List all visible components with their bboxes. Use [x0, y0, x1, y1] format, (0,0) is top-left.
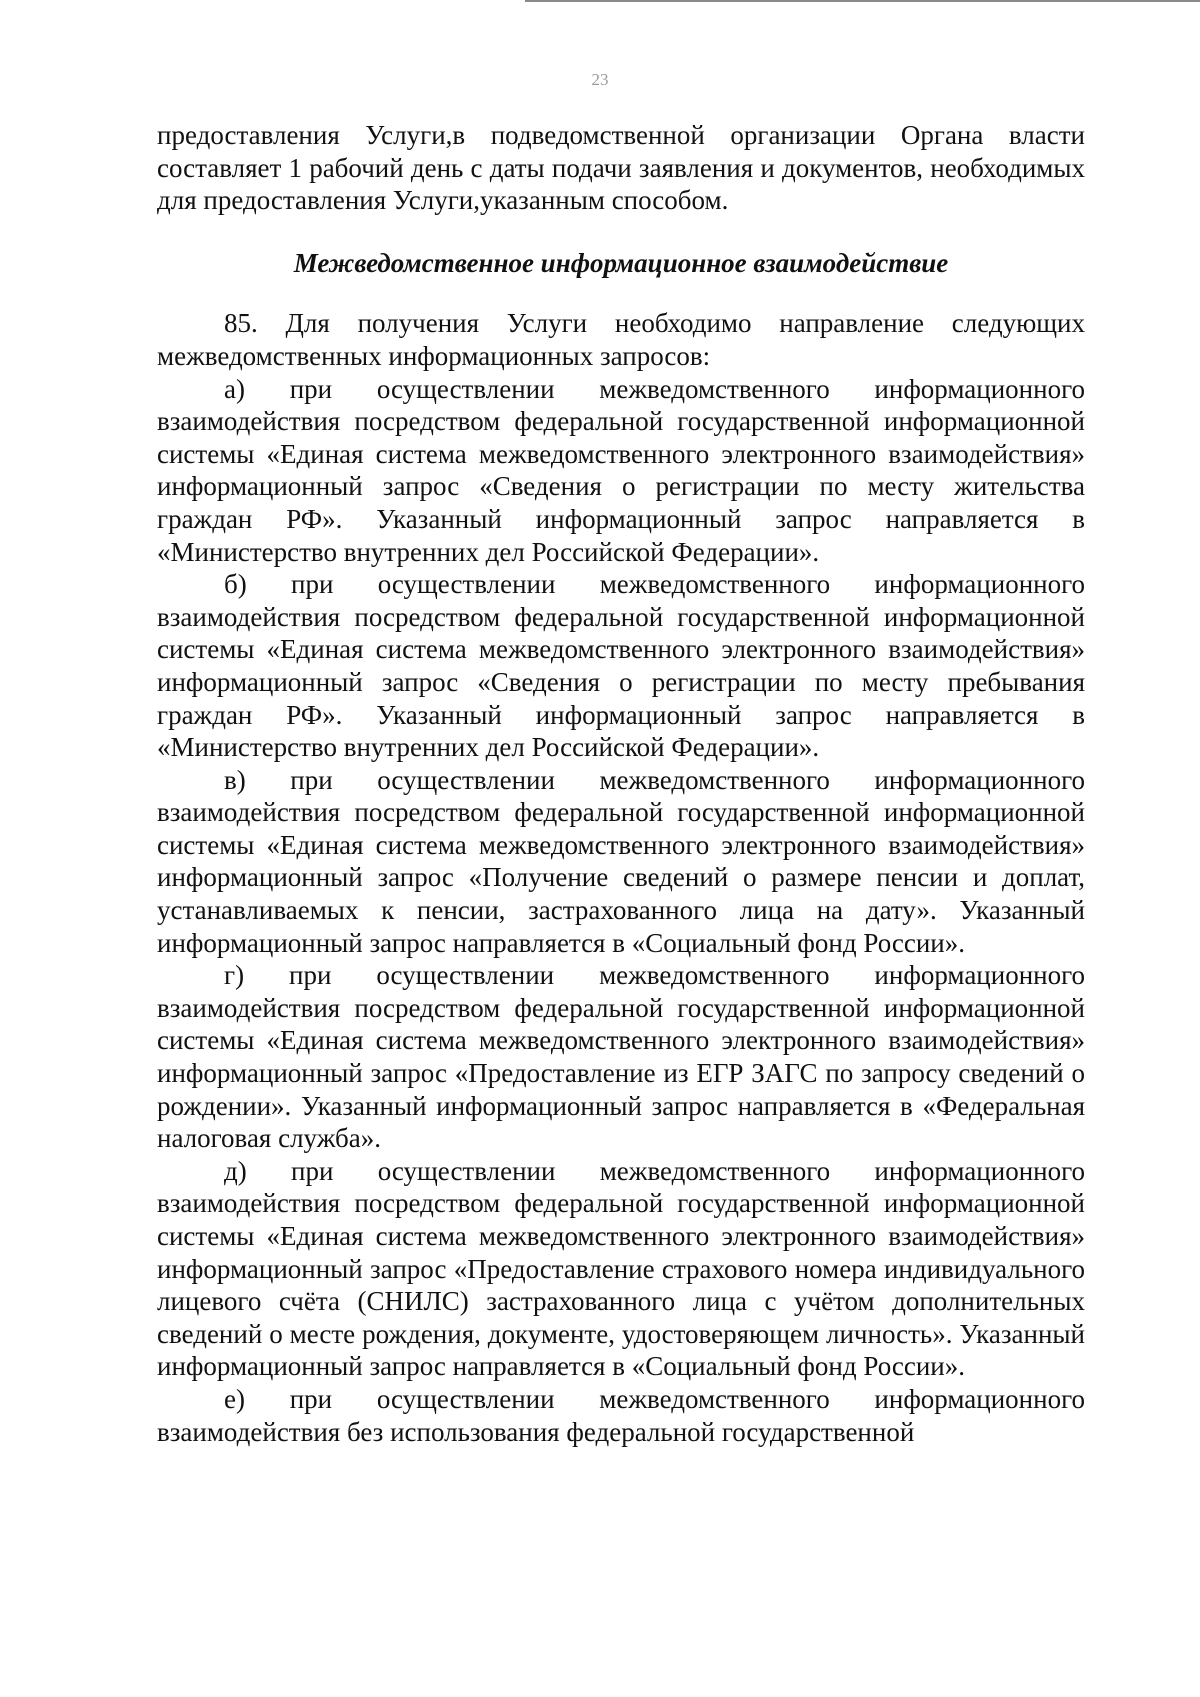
list-item-g: г) при осуществлении межведомственного информационного взаимодействия посредством федеральной государственной информационной системы «Единая система межведомственного электронного взаимодействия» информационный запрос «Предоставление из ЕГР ЗАГС по запросу сведений о рождении». Указанный информационный запрос направляется в «Федеральная налоговая служба». [157, 960, 1085, 1154]
page-number: 23 [591, 70, 609, 89]
list-item-v: в) при осуществлении межведомственного информационного взаимодействия посредством федеральной государственной информационной системы «Единая система межведомственного электронного взаимодействия» информационный запрос «Получение сведений о размере пенсии и доплат, устанавливаемых к пенсии, застрахованного лица на дату». Указанный информационный запрос направляется в «Социальный фонд России». [157, 764, 1085, 958]
scan-edge-line [525, 0, 1200, 2]
intro-paragraph: предоставления Услуги,в подведомственной организации Органа власти составляет 1 рабочий день с даты подачи заявления и документов, необходимых для предоставления Услуги,указанным способом. [157, 120, 1085, 216]
list-item-d: д) при осуществлении межведомственного информационного взаимодействия посредством федеральной государственной информационной системы «Единая система межведомственного электронного взаимодействия» информационный запрос «Предоставление страхового номера индивидуального лицевого счёта (СНИЛС) застрахованного лица с учётом дополнительных сведений о месте рождения, документе, удостоверяющем личность». Указанный информационный запрос направляется в «Социальный фонд России». [157, 1155, 1085, 1382]
document-body [157, 119, 1085, 1448]
list-item-a: а) при осуществлении межведомственного информационного взаимодействия посредством федеральной государственной информационной системы «Единая система межведомственного электронного взаимодействия» информационный запрос «Сведения о регистрации по месту жительства граждан РФ». Указанный информационный запрос направляется в «Министерство внутренних дел Российской Федерации». [157, 373, 1085, 567]
clause-85: 85. Для получения Услуги необходимо направление следующих межведомственных информационных запросов: [157, 308, 1085, 371]
list-item-b: б) при осуществлении межведомственного информационного взаимодействия посредством федеральной государственной информационной системы «Единая система межведомственного электронного взаимодействия» информационный запрос «Сведения о регистрации по месту пребывания граждан РФ». Указанный информационный запрос направляется в «Министерство внутренних дел Российской Федерации». [157, 569, 1085, 763]
section-heading: Межведомственное информационное взаимодействие [293, 247, 949, 278]
list-item-e: е) при осуществлении межведомственного информационного взаимодействия без использования федеральной государственной [157, 1383, 1085, 1447]
